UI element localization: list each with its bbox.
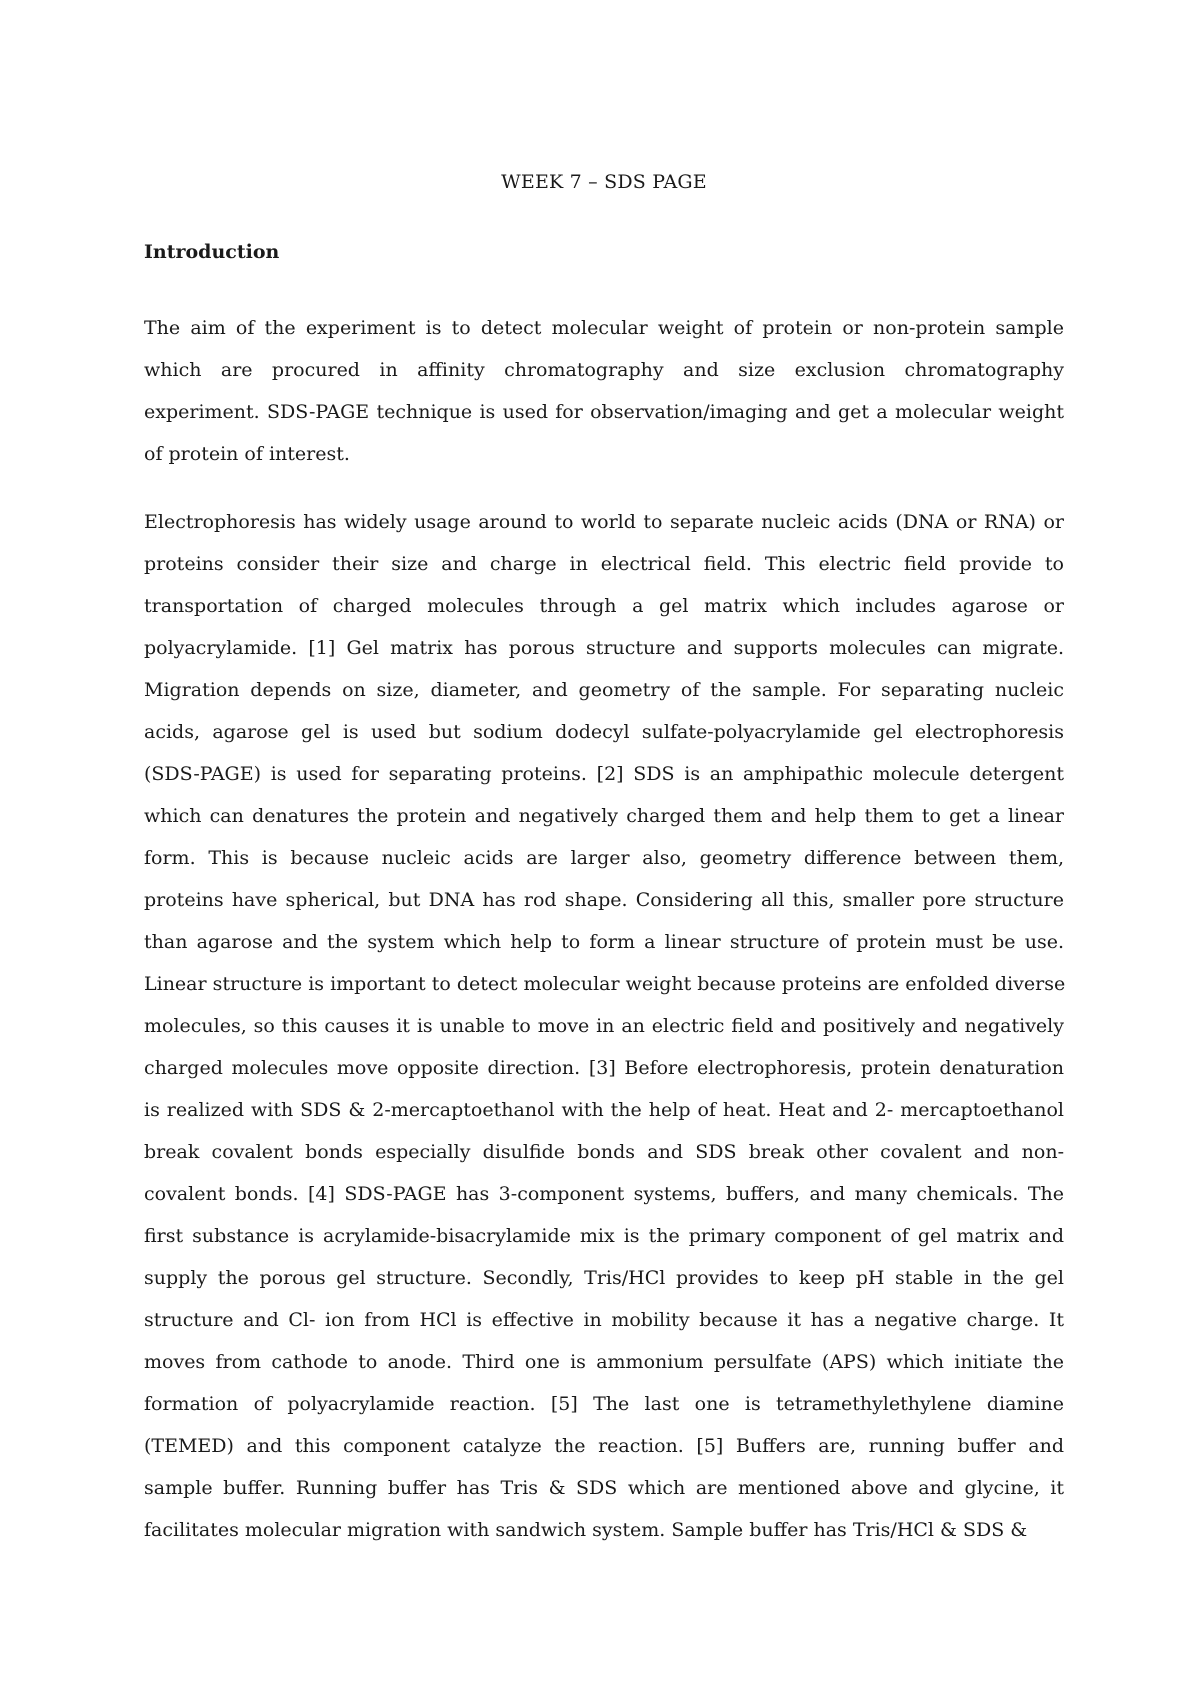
document-page — [144, 168, 1064, 1551]
text-line: sample buffer. Running buffer has Tris & SDS which are mentioned above and glycine, it — [144, 1477, 1064, 1499]
text-line: molecules, so this causes it is unable to move in an electric field and positively and negatively — [144, 1015, 1064, 1037]
paragraph-aim — [144, 307, 1064, 475]
text-line: facilitates molecular migration with sandwich system. Sample buffer has Tris/HCl & SDS & — [144, 1519, 1028, 1541]
text-line: experiment. SDS-PAGE technique is used for observation/imaging and get a molecular weight — [144, 401, 1064, 423]
text-line: charged molecules move opposite direction. [3] Before electrophoresis, protein denaturation — [144, 1057, 1064, 1079]
section-heading-introduction: Introduction — [144, 241, 280, 263]
text-line: Linear structure is important to detect molecular weight because proteins are enfolded diverse — [144, 973, 1066, 995]
text-line: The aim of the experiment is to detect molecular weight of protein or non-protein sample — [144, 317, 1064, 339]
text-line: than agarose and the system which help to form a linear structure of protein must be use. — [144, 931, 1064, 953]
text-line: Electrophoresis has widely usage around to world to separate nucleic acids (DNA or RNA) or — [144, 511, 1064, 533]
text-line: structure and Cl- ion from HCl is effective in mobility because it has a negative charge. It — [144, 1309, 1064, 1331]
text-line: which are procured in affinity chromatography and size exclusion chromatography — [144, 359, 1064, 381]
page-title: WEEK 7 – SDS PAGE — [501, 171, 707, 193]
text-line: of protein of interest. — [144, 443, 350, 465]
text-line: formation of polyacrylamide reaction. [5] The last one is tetramethylethylene diamine — [144, 1393, 1064, 1415]
text-line: Migration depends on size, diameter, and geometry of the sample. For separating nucleic — [144, 679, 1064, 701]
text-line: (TEMED) and this component catalyze the reaction. [5] Buffers are, running buffer and — [144, 1435, 1064, 1457]
text-line: moves from cathode to anode. Third one is ammonium persulfate (APS) which initiate the — [144, 1351, 1064, 1373]
text-line: acids, agarose gel is used but sodium dodecyl sulfate-polyacrylamide gel electrophoresis — [144, 721, 1064, 743]
text-line: supply the porous gel structure. Secondly, Tris/HCl provides to keep pH stable in the gel — [144, 1267, 1064, 1289]
text-line: first substance is acrylamide-bisacrylamide mix is the primary component of gel matrix and — [144, 1225, 1064, 1247]
text-line: polyacrylamide. [1] Gel matrix has porous structure and supports molecules can migrate. — [144, 637, 1064, 659]
text-line: (SDS-PAGE) is used for separating proteins. [2] SDS is an amphipathic molecule detergent — [144, 763, 1064, 785]
text-line: proteins consider their size and charge in electrical field. This electric field provide to — [144, 553, 1064, 575]
text-line: is realized with SDS & 2-mercaptoethanol with the help of heat. Heat and 2- mercaptoethanol — [144, 1099, 1064, 1121]
paragraph-electrophoresis — [144, 501, 1064, 1551]
text-line: which can denatures the protein and negatively charged them and help them to get a linear — [144, 805, 1064, 827]
text-line: proteins have spherical, but DNA has rod shape. Considering all this, smaller pore structure — [144, 889, 1064, 911]
text-line: transportation of charged molecules through a gel matrix which includes agarose or — [144, 595, 1064, 617]
text-line: form. This is because nucleic acids are larger also, geometry difference between them, — [144, 847, 1064, 869]
text-line: break covalent bonds especially disulfide bonds and SDS break other covalent and non- — [144, 1141, 1064, 1163]
text-line: covalent bonds. [4] SDS-PAGE has 3-component systems, buffers, and many chemicals. The — [144, 1183, 1064, 1205]
